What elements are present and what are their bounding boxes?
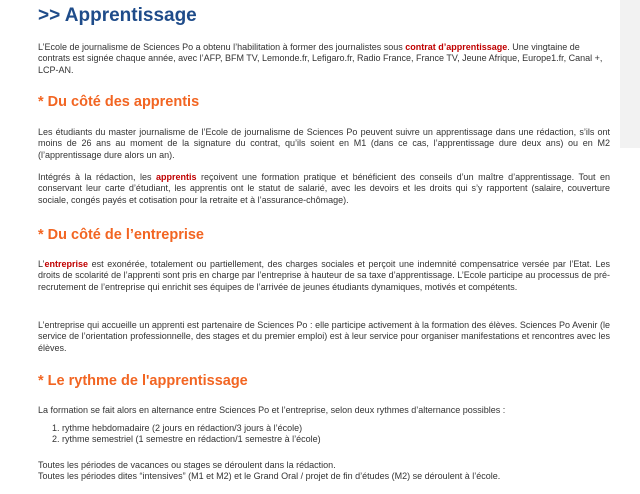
section-title-entreprise: * Du côté de l’entreprise — [38, 227, 204, 243]
rythme-paragraph-2 — [38, 460, 610, 483]
contrat-apprentissage-highlight: contrat d’apprentissage — [405, 42, 508, 52]
rythme-line-1: Toutes les périodes de vacances ou stages se déroulent dans la rédaction. — [38, 460, 336, 470]
section-title-rythme: * Le rythme de l'apprentissage — [38, 373, 248, 389]
page-title: >> Apprentissage — [38, 5, 197, 26]
entreprise-highlight: entreprise — [44, 259, 89, 269]
apprentis-paragraph-2 — [38, 172, 610, 206]
entreprise-text-before: L’ — [38, 259, 45, 269]
apprentis-text-after: reçoivent une formation pratique et bénéficient des conseils d’un maître d’apprentissage. Tout en conservant leur carte d’étudiant, les apprentis ont le statut de salarié, avec les devoirs et les droits qui s’y rapportent (salaire, couverture sociale, congés payés et cotisation pour la retraite et à l’assurance-chômage). — [38, 172, 611, 205]
entreprise-text-after: est exonérée, totalement ou partiellement, des charges sociales et perçoit une indemnité compensatrice versée par l’Etat. Les droits de scolarité de l’apprenti sont pris en charge par l’entreprise à hauteur de sa taxe d’apprentissage. L’Ecole participe au processus de pré-recrutement de l’entreprise qui enrichit ses équipes de l’arrivée de jeunes étudiants dynamiques, motivés et compétents. — [38, 259, 610, 292]
intro-text-before: L’Ecole de journalisme de Sciences Po a obtenu l’habilitation à former des journalistes sous — [38, 42, 406, 52]
rhythm-list — [38, 423, 622, 446]
entreprise-paragraph-2: L’entreprise qui accueille un apprenti est partenaire de Sciences Po : elle participe activement à la formation des élèves. Sciences Po Avenir (le service de l’orientation professionnelle, des stages et du premier emploi) est à leur service pour organiser manifestations et rencontres avec les élèves. — [38, 320, 610, 353]
apprentis-paragraph-1: Les étudiants du master journalisme de l’Ecole de journalisme de Sciences Po peuvent suivre un apprentissage dans une rédaction, s’ils ont moins de 26 ans au moment de la signature du contrat, qu’ils soient en M1 (dans ce cas, l’apprentissage dure deux ans) ou en M2 (l’apprentissage dure alors un an). — [38, 127, 610, 160]
right-sidebar-background — [620, 148, 640, 494]
rythme-paragraph-1: La formation se fait alors en alternance entre Sciences Po et l’entreprise, selon deux rythmes d’alternance possibles : — [38, 405, 506, 415]
rhythm-item-weekly: 1. rythme hebdomadaire (2 jours en rédaction/3 jours à l’école) — [62, 423, 622, 434]
rhythm-item-semester: 2. rythme semestriel (1 semestre en rédaction/1 semestre à l’école) — [62, 434, 622, 445]
intro-text-after: . Une vingtaine de contrats est signée chaque année, avec l’AFP, BFM TV, Lemonde.fr, Lefigaro.fr, Radio France, France TV, Jeune Afrique, Europe1.fr, Canal +, LCP-AN. — [38, 42, 603, 75]
entreprise-paragraph-1 — [38, 259, 610, 293]
intro-paragraph — [38, 42, 610, 76]
section-title-apprentis: * Du côté des apprentis — [38, 94, 200, 110]
rythme-line-2: Toutes les périodes dites “intensives” (M1 et M2) et le Grand Oral / projet de fin d’études (M2) se déroulent à l’école. — [38, 471, 501, 482]
apprentis-text-before: Intégrés à la rédaction, les — [38, 172, 157, 182]
right-sidebar-panel — [620, 0, 640, 148]
apprentis-highlight: apprentis — [156, 172, 197, 182]
